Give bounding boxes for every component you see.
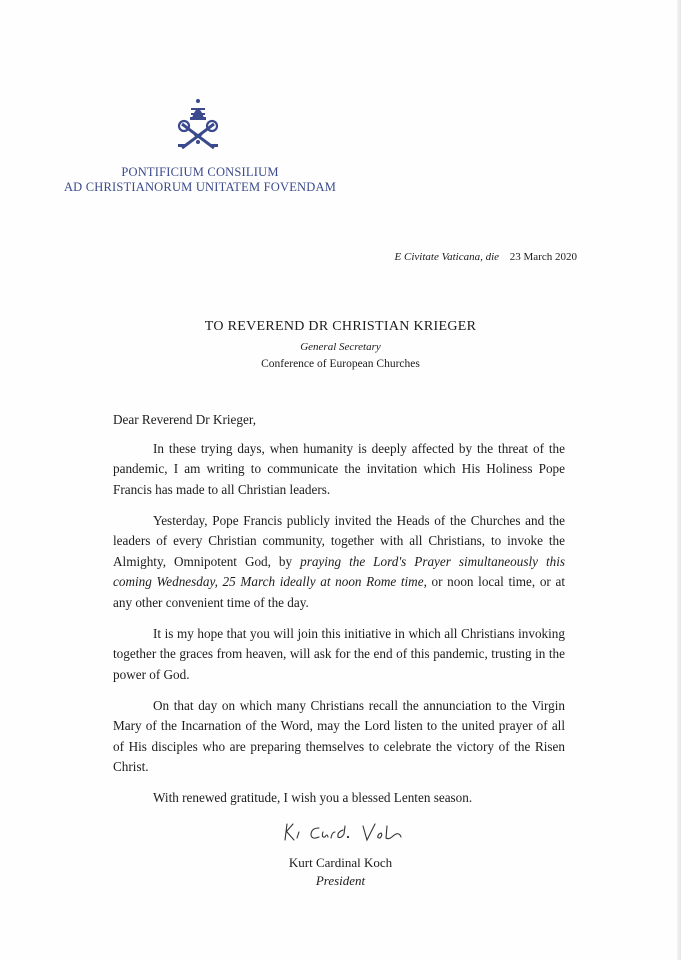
letterhead-line-2: AD CHRISTIANORUM UNITATEM FOVENDAM <box>63 180 337 194</box>
letterhead-line-1: PONTIFICIUM CONSILIUM <box>121 165 279 179</box>
signer-title: President <box>315 873 366 888</box>
recipient-name: TO REVEREND DR CHRISTIAN KRIEGER <box>204 319 477 334</box>
paragraph-5: With renewed gratitude, I wish you a blessed Lenten season. <box>153 790 473 805</box>
recipient-role: General Secretary <box>300 341 381 353</box>
dateline-date: 23 March 2020 <box>509 251 577 263</box>
recipient-organization: Conference of European Churches <box>261 358 420 370</box>
handwritten-signature <box>283 818 403 844</box>
letter-body <box>113 410 565 819</box>
paragraph-4: On that day on which many Christians recall the annunciation to the Virgin Mary of the Incarnation of the Word, may the Lord listen to the united prayer of all of His disciples who are preparing themselves to celebrate the victory of the Risen Christ. <box>113 697 565 774</box>
salutation: Dear Reverend Dr Krieger, <box>113 412 256 427</box>
paragraph-2-emphasis: praying the Lord's Prayer simultaneously this coming Wednesday, 25 March ideally at noon Rome time <box>113 553 565 589</box>
dateline <box>395 251 577 263</box>
papal-keys-tiara-emblem <box>172 96 224 154</box>
paragraph-2-end: , or noon local time, or at any other convenient time of the day. <box>113 574 565 610</box>
signer-name: Kurt Cardinal Koch <box>288 855 393 870</box>
dateline-place: E Civitate Vaticana, die <box>394 251 500 263</box>
paragraph-2 <box>113 511 565 614</box>
paragraph-2-start: Yesterday, Pope Francis publicly invited the Heads of the Churches and the leaders of every Christian community, together with all Christians, to invoke the Almighty, Omnipotent God, by <box>113 512 565 569</box>
paragraph-3: It is my hope that you will join this initiative in which all Christians invoking together the graces from heaven, will ask for the end of this pandemic, trusting in the power of God. <box>113 625 565 682</box>
paragraph-1: In these trying days, when humanity is deeply affected by the threat of the pandemic, I am writing to communicate the invitation which His Holiness Pope Francis has made to all Christian leaders. <box>113 440 565 497</box>
